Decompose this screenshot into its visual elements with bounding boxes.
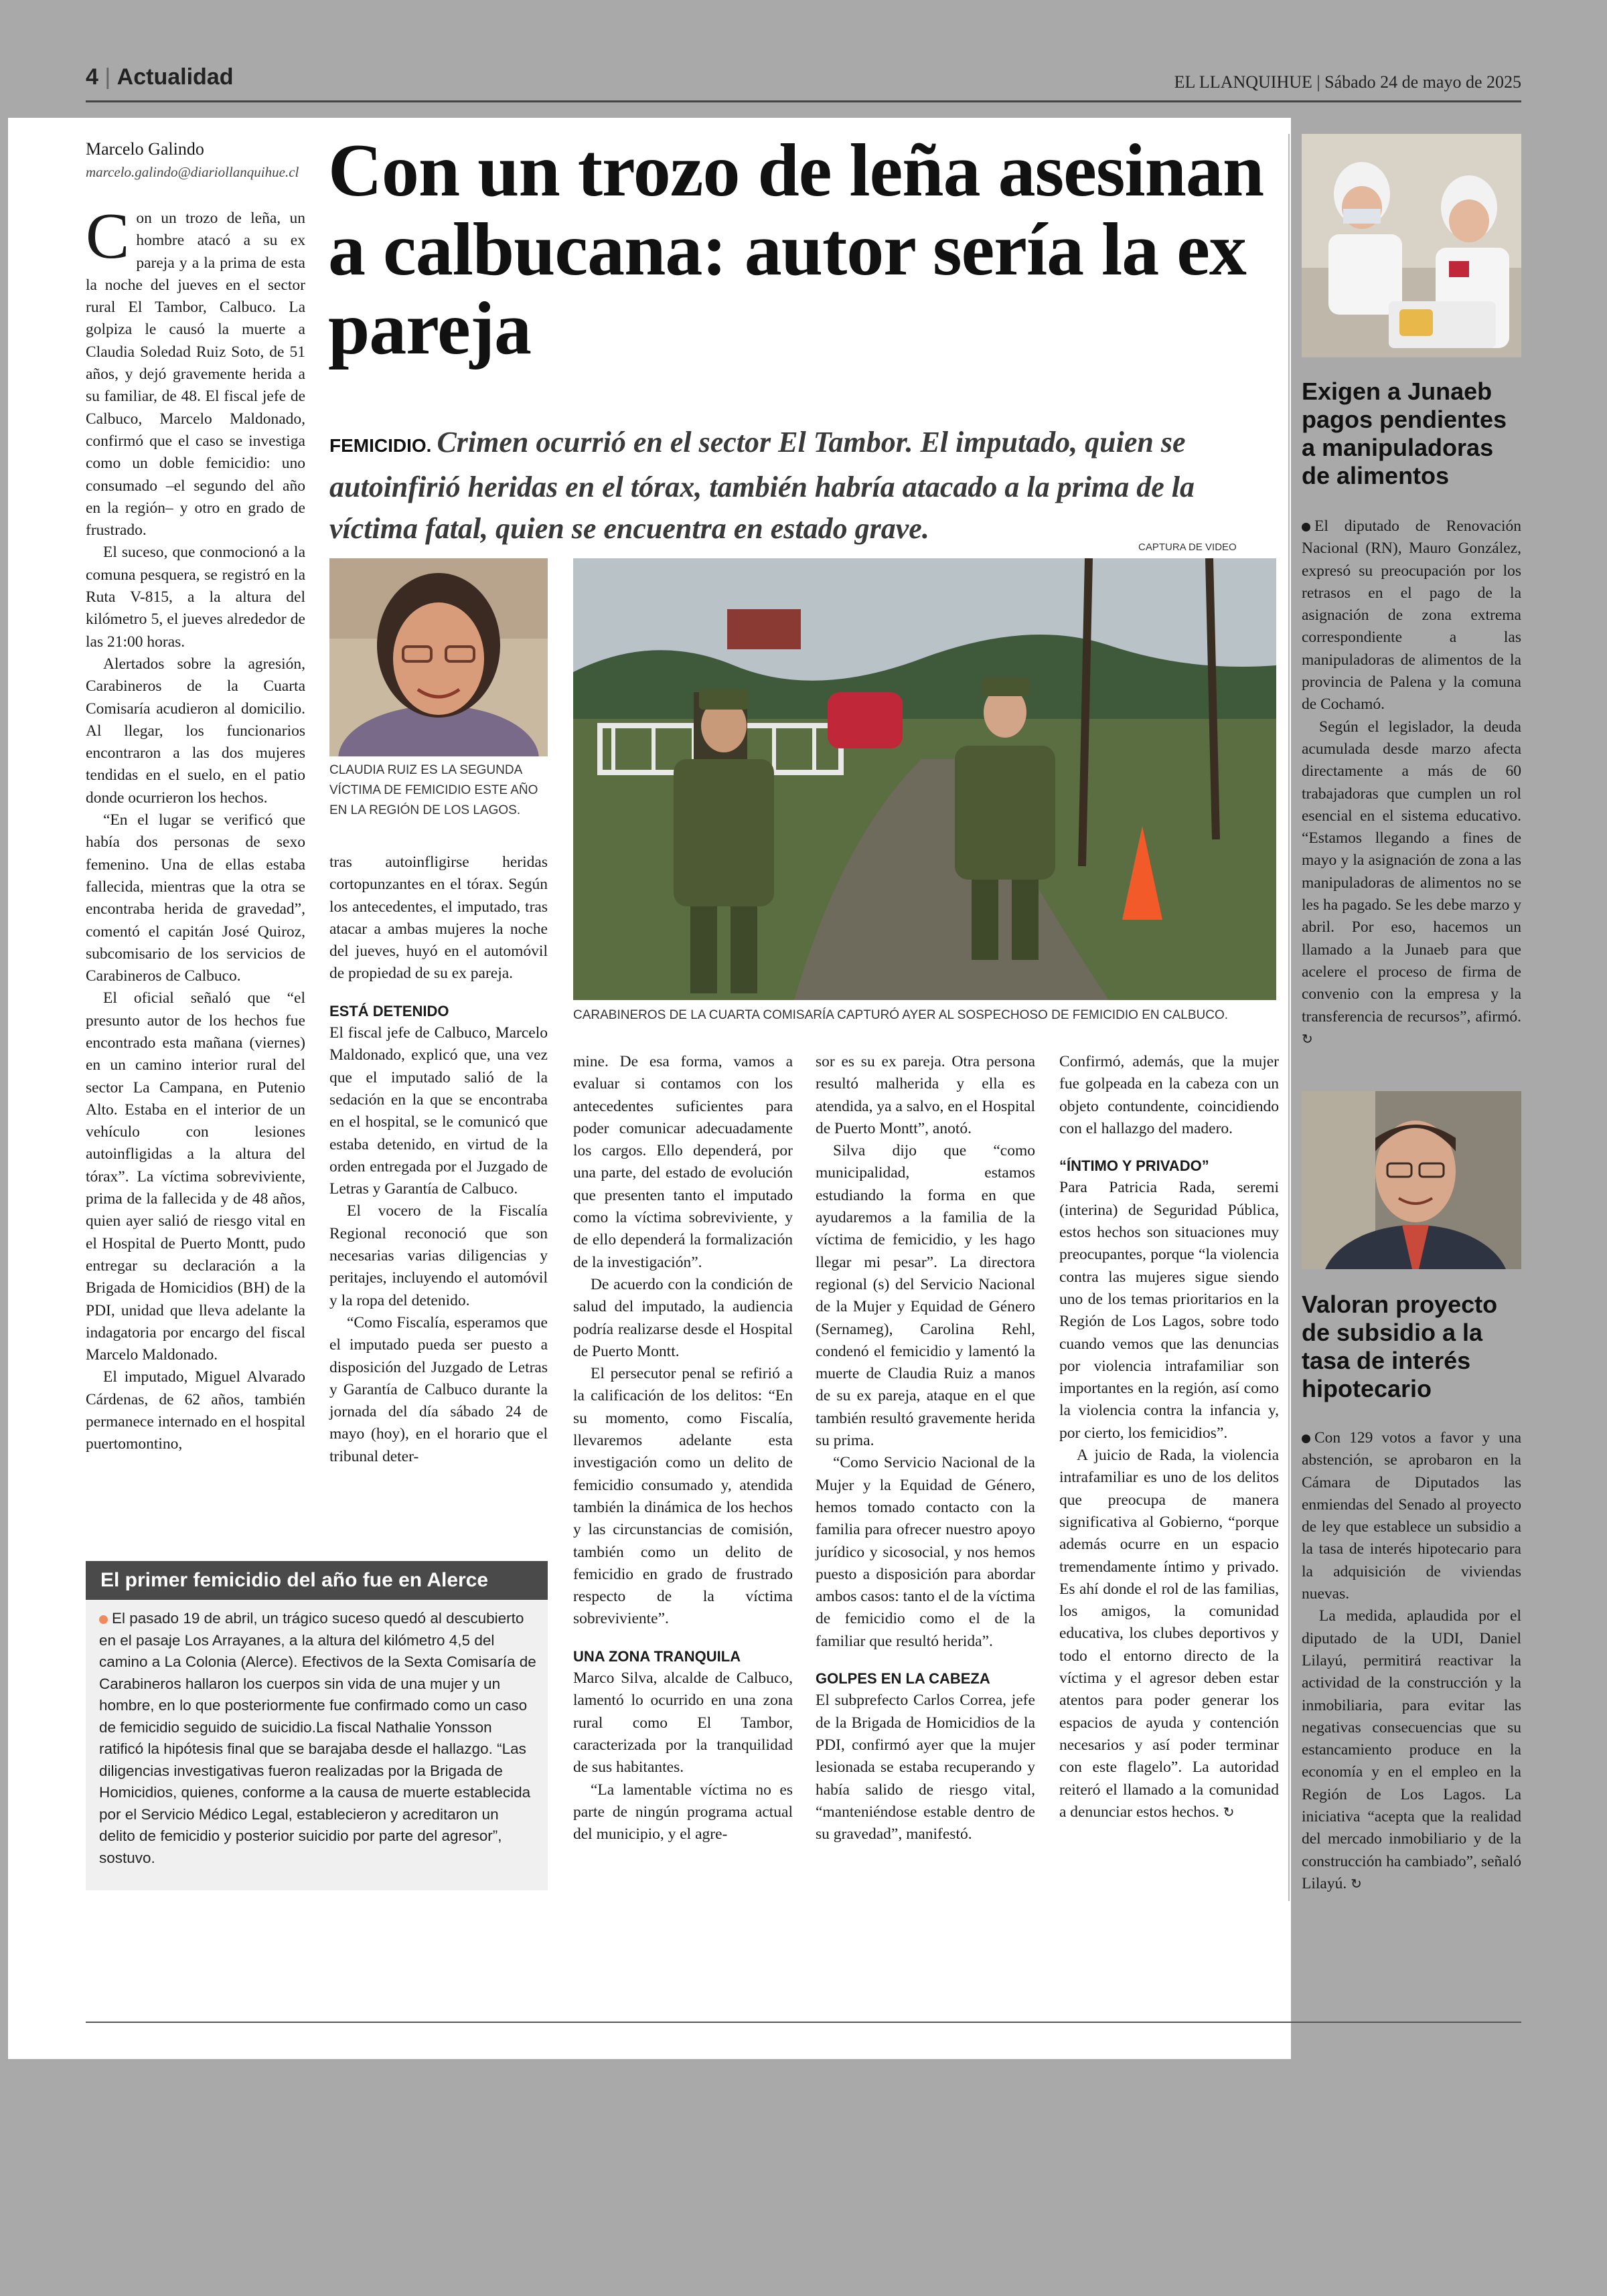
paragraph: Confirmó, además, que la mujer fue golpeada en la cabeza con un objeto contundente, coincidiendo con el hallazgo del madero. [1059,1053,1279,1137]
article-column-1 [86,200,305,1456]
lede-text: Crimen ocurrió en el sector El Tambor. El imputado, quien se autoinfirió heridas en el tórax, también habría atacado a la prima de la víctima fatal, quien se encuentra en estado grave. [329,426,1195,545]
page-header: 4 | Actualidad [86,64,234,90]
paragraph: “Como Fiscalía, esperamos que el imputado pueda ser puesto a disposición del Juzgado de Letras y Garantía de Calbuco durante la jornada del día sábado 24 de mayo (hoy), en el horario que el tribunal deter- [329,1313,548,1465]
header-divider [86,100,1521,102]
subheading: “ÍNTIMO Y PRIVADO” [1059,1157,1209,1175]
page-number: 4 [86,64,98,90]
byline: Marcelo Galindo [86,139,204,159]
bullet-dot-icon [99,1615,108,1624]
sidebar-story-2-title: Valoran proyecto de subsidio a la tasa de interés hipotecario [1302,1291,1498,1402]
sidebar-photo-kitchen [1302,134,1521,357]
main-photo-caption: CARABINEROS DE LA CUARTA COMISARÍA CAPTURÓ AYER AL SOSPECHOSO DE FEMICIDIO EN CALBUCO. [573,1008,1229,1022]
subheading: UNA ZONA TRANQUILA [573,1647,741,1665]
footer-divider [86,2022,1521,2023]
article-column-2 [329,851,548,1468]
paragraph: El suceso, que conmocionó a la comuna pesquera, se registró en la Ruta V-815, a la altura del kilómetro 5, el jueves alrededor de las 21:00 horas. [86,544,305,651]
kicker: FEMICIDIO. [329,435,432,456]
paragraph: “En el lugar se verificó que había dos personas de sexo femenino. Una de ellas estaba fallecida, mientras que la otra se encontraba herida de gravedad”, comentó el capitán José Quiroz, subcomisario de los servicios de Carabineros de Calbuco. [86,811,305,985]
portrait-caption: CLAUDIA RUIZ ES LA SEGUNDA VÍCTIMA DE FEMICIDIO ESTE AÑO EN LA REGIÓN DE LOS LAGOS. [329,763,538,817]
portrait-photo [329,558,548,756]
subheading: GOLPES EN LA CABEZA [816,1670,990,1688]
paragraph: Para Patricia Rada, seremi (interina) de Seguridad Pública, estos hechos son situaciones muy preocupantes, porque “la violencia contra las mujeres sigue siendo uno de los temas prioritarios en la Región de Los Lagos, sobre todo cuando vemos que las denuncias por violencia intrafamiliar son importantes en la región, así como la violencia contra la infancia y, por cierto, los femicidios”. [1059,1179,1279,1442]
masthead: EL LLANQUIHUE | Sábado 24 de mayo de 2025 [1174,72,1521,92]
article-column-4 [816,1051,1035,1846]
paragraph: tras autoinfligirse heridas cortopunzantes en el tórax. Según los antecedentes, el imputado, tras atacar a ambas mujeres la noche del jueves, huyó en el automóvil de propiedad de su ex pareja. [329,853,548,983]
sidebar-story-2-body: Con 129 votos a favor y una abstención, se aprobaron en la Cámara de Diputados las enmiendas del Senado al proyecto de ley que establece un subsidio a la tasa de interés hipotecario para la adquisición de viviendas nuevas. La medida, aplaudida por el diputado de la UDI, Daniel Lilayú, permitirá reactivar la actividad de la construcción y la inmobiliaria, para evitar las negativas consecuencias que su estancamiento produce en la economía y en el empleo en la Región de Los Lagos. La iniciativa “acepta que la realidad del mercado inmobiliario y de la construcción ha cambiado”, señaló Lilayú. ↻ [1302,1429,1521,1892]
info-box-text: El pasado 19 de abril, un trágico suceso quedó al descubierto en el pasaje Los Arrayanes, a la altura del kilómetro 4,5 del camino a La Colonia (Alerce). Efectivos de la Sexta Comisaría de Carabineros hallaron los cuerpos sin vida de una mujer y un hombre, en lo que posteriormente fue confirmado como un caso de femicidio seguido de suicidio.La fiscal Nathalie Yonsson ratificó la hipótesis final que se barajaba desde el hallazgo. “Las diligencias investigativas fueron realizadas por la Brigada de Homicidios, quienes, conforme a la causa de muerte establecida por el Servicio Médico Legal, establecieron y acreditaron un delito de femicidio y posterior suicidio por parte del agresor”, sostuvo. [99,1610,536,1866]
end-mark-icon: ↻ [1223,1803,1235,1820]
end-mark-icon: ↻ [1302,1030,1313,1047]
paragraph: Silva dijo que “como municipalidad, estamos estudiando la forma en que ayudaremos a la familia de la víctima de femicidio, y les hago llegar mi pesar”. La directora regional (s) del Servicio Nacional de la Mujer y Equidad de Género (Sernameg), Carolina Rehl, condenó el femicidio y lamentó la muerte de Claudia Ruiz a manos de su ex pareja, ataque en el que también resultó gravemente herida su prima. [816,1142,1035,1450]
paragraph: “La lamentable víctima no es parte de ningún programa actual del municipio, y el agre- [573,1781,793,1843]
info-box-title: El primer femicidio del año fue en Alerce [86,1561,548,1600]
lede [329,422,1280,550]
paragraph: El oficial señaló que “el presunto autor de los hechos fue encontrado esta mañana (viernes) en un camino interior rural del sector La Campana, en Putenio Alto. Estaba en el interior de un vehículo con lesiones autoinfligidas a la altura del tórax”. La víctima sobreviviente, prima de la fallecida y de 48 años, quien ayer salió de riesgo vital en el Hospital de Puerto Montt, pudo entregar su declaración a la Brigada de Homicidios (BH) de la PDI, unidad que lleva adelante la indagatoria por encargo del fiscal Marcelo Maldonado. [86,989,305,1364]
article-column-5 [1059,1051,1279,1823]
paragraph: El persecutor penal se refirió a la calificación de los delitos: “En su momento, como Fiscalía, llevaremos adelante esta investigación como un delito de femicidio consumado y, atendida también la dinámica de los hechos y las circunstancias de comisión, también como un delito de femicidio en grado de frustrado respecto de la víctima sobreviviente”. [573,1365,793,1628]
paragraph: El imputado, Miguel Alvarado Cárdenas, de 62 años, también permanece internado en el hospital puertomontino, [86,1368,305,1453]
paragraph: Alertados sobre la agresión, Carabineros de la Cuarta Comisaría acudieron al domicilio. Al llegar, los funcionarios encontraron a las dos mujeres tendidas en el suelo, en el patio donde ocurrieron los hechos. [86,655,305,807]
paragraph: sor es su ex pareja. Otra persona resultó malherida y ella es atendida, ya a salvo, en el Hospital de Puerto Montt”, anotó. [816,1053,1035,1137]
newspaper-name: EL LLANQUIHUE [1174,72,1312,92]
paragraph: mine. De esa forma, vamos a evaluar si contamos con los antecedentes suficientes para poder comunicar adecuadamente los cargos. Ello dependerá, por una parte, del estado de evolución que presenten tanto el imputado como la víctima sobreviviente, y de ello dependerá la formalización de la investigación”. [573,1053,793,1271]
paragraph: De acuerdo con la condición de salud del imputado, la audiencia podría realizarse desde el Hospital de Puerto Montt. [573,1275,793,1360]
paragraph: El subprefecto Carlos Correa, jefe de la Brigada de Homicidios de la PDI, confirmó ayer que la mujer lesionada se estaba recuperando y había salido de riesgo vital, “manteniéndose estable dentro de su gravedad”, manifestó. [816,1692,1035,1843]
sidebar-story-1-title: Exigen a Junaeb pagos pendientes a manipuladoras de alimentos [1302,378,1507,489]
paragraph: El fiscal jefe de Calbuco, Marcelo Maldonado, explicó que, una vez que el imputado salió de la sedación en la que se encontraba en el hospital, se le comunicó que estaba detenido, en virtud de la orden entregada por el Juzgado de Letras y Garantía de Calbuco. [329,1024,548,1198]
section-name: Actualidad [117,64,234,90]
article-column-3 [573,1051,793,1846]
paragraph: on un trozo de leña, un hombre atacó a su ex pareja y a la prima de esta la noche del jueves en el sector rural El Tambor, Calbuco. La golpiza le causó la muerte a Claudia Soledad Ruiz Soto, de 51 años, y dejó gravemente herida a su familiar, de 48. El fiscal jefe de Calbuco, Marcelo Maldonado, confirmó que el caso se investiga como un doble femicidio: uno consumado –el segundo del año en la región– y otro en grado de frustrado. [86,210,305,540]
paragraph: El vocero de la Fiscalía Regional reconoció que son necesarias varias diligencias y peritajes, incluyendo el automóvil y la ropa del detenido. [329,1202,548,1309]
subheading: ESTÁ DETENIDO [329,1002,449,1019]
main-photo [573,558,1276,1000]
bullet-dot-icon [1302,523,1310,531]
paragraph: Marco Silva, alcalde de Calbuco, lamentó lo ocurrido en una zona rural como El Tambor, caracterizada por la tranquilidad de sus habitantes. [573,1669,793,1777]
end-mark-icon: ↻ [1351,1875,1362,1892]
paragraph: A juicio de Rada, la violencia intrafamiliar es uno de los delitos que preocupa de manera significativa al Gobierno, “porque además ocurre en un espacio tremendamente íntimo y privado. Es ahí donde el rol de las familias, los amigos, la comunidad educativa, los clubes deportivos y todo el entorno directo de la víctima y el agresor deben estar atentos para poder generar los espacios de ayuda y contención necesarios y así poder terminar con este flagelo”. La autoridad reiteró el llamado a la comunidad a denunciar estos hechos. ↻ [1059,1447,1279,1821]
paragraph: “Como Servicio Nacional de la Mujer y la Equidad de Género, hemos tomado contacto con la familia para ofrecer nuestro apoyo jurídico y sicosocial, y nos hemos puesto a disposición para abordar ambos casos: tanto el de la víctima de femicidio como el de la familiar que resultó herida”. [816,1454,1035,1650]
sidebar-photo-deputy [1302,1091,1521,1269]
bullet-dot-icon [1302,1434,1310,1443]
photo-credit: CAPTURA DE VIDEO [1138,542,1237,553]
sidebar-divider [1288,134,1290,1901]
sidebar-story-1-body: El diputado de Renovación Nacional (RN), Mauro González, expresó su preocupación por los retrasos en el pago de la asignación de zona extrema correspondiente a las manipuladoras de alimentos de la provincia de Palena y la comuna de Cochamó. Según el legislador, la deuda acumulada desde marzo afecta directamente a más de 60 trabajadoras que cumplen un rol esencial en el sistema educativo. “Estamos llegando a fines de mayo y la asignación de zona a las manipuladoras de alimentos no se les ha pagado. Se les debe marzo y abril. Por eso, hacemos un llamado a la Junaeb para que acelere el proceso de firma de convenio con la empresa y la transferencia de recursos”, afirmó. ↻ [1302,517,1521,1047]
author-email: marcelo.galindo@diariollanquihue.cl [86,164,299,180]
dropcap: C [86,200,130,272]
headline: Con un trozo de leña asesinan a calbucana: autor sería la ex pareja [328,129,1264,370]
issue-date: Sábado 24 de mayo de 2025 [1324,72,1521,92]
